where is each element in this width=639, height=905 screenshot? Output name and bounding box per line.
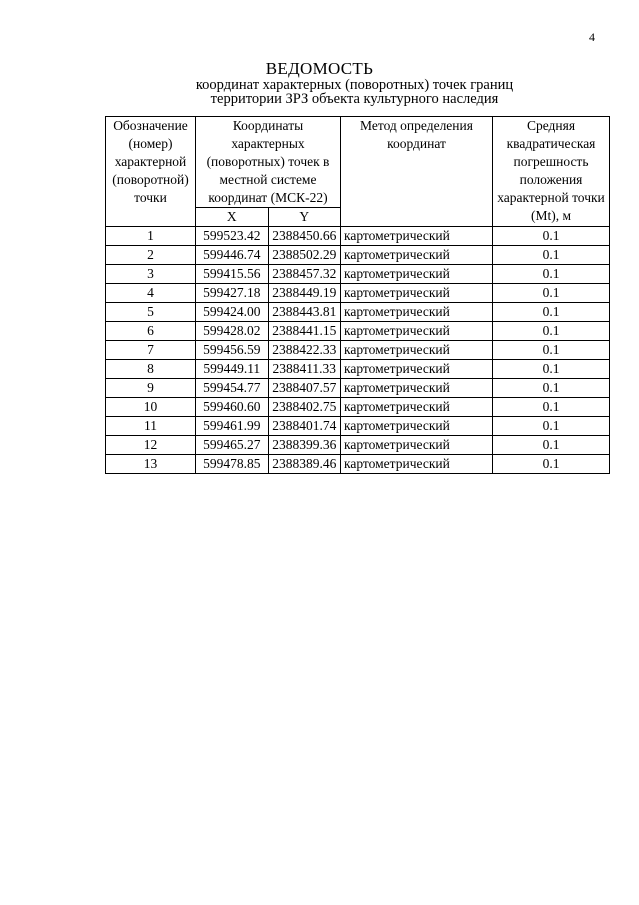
y-coordinate-cell: 2388411.33 — [268, 360, 341, 379]
header-error: Средняя квадратическая погрешность положения характерной точки (Mt), м — [493, 117, 610, 227]
table-row — [106, 417, 610, 436]
y-coordinate-cell: 2388457.32 — [268, 265, 341, 284]
error-cell: 0.1 — [493, 379, 610, 398]
header-point: Обозначение (номер) характерной (поворотной) точки — [106, 117, 196, 227]
y-coordinate-cell: 2388450.66 — [268, 227, 341, 246]
table-row — [106, 379, 610, 398]
point-number-cell: 4 — [106, 284, 196, 303]
header-coords: Координаты характерных (поворотных) точек в местной системе координат (МСК-22) — [196, 117, 341, 208]
point-number-cell: 10 — [106, 398, 196, 417]
method-cell: картометрический — [341, 379, 493, 398]
method-cell: картометрический — [341, 246, 493, 265]
header-x: X — [196, 208, 269, 227]
y-coordinate-cell: 2388402.75 — [268, 398, 341, 417]
method-cell: картометрический — [341, 398, 493, 417]
error-cell: 0.1 — [493, 322, 610, 341]
x-coordinate-cell: 599460.60 — [196, 398, 269, 417]
document-title — [0, 60, 639, 106]
y-coordinate-cell: 2388441.15 — [268, 322, 341, 341]
y-coordinate-cell: 2388443.81 — [268, 303, 341, 322]
point-number-cell: 7 — [106, 341, 196, 360]
table-row — [106, 455, 610, 474]
header-row — [106, 117, 610, 208]
table-row — [106, 360, 610, 379]
title-line-1: координат характерных (поворотных) точек границ — [195, 77, 514, 93]
point-number-cell: 12 — [106, 436, 196, 455]
error-cell: 0.1 — [493, 360, 610, 379]
x-coordinate-cell: 599415.56 — [196, 265, 269, 284]
method-cell: картометрический — [341, 227, 493, 246]
y-coordinate-cell: 2388389.46 — [268, 455, 341, 474]
title-main: ВЕДОМОСТЬ — [265, 59, 374, 78]
table-row — [106, 227, 610, 246]
method-cell: картометрический — [341, 322, 493, 341]
x-coordinate-cell: 599454.77 — [196, 379, 269, 398]
table-row — [106, 265, 610, 284]
error-cell: 0.1 — [493, 284, 610, 303]
y-coordinate-cell: 2388407.57 — [268, 379, 341, 398]
point-number-cell: 2 — [106, 246, 196, 265]
point-number-cell: 3 — [106, 265, 196, 284]
point-number-cell: 13 — [106, 455, 196, 474]
error-cell: 0.1 — [493, 417, 610, 436]
x-coordinate-cell: 599461.99 — [196, 417, 269, 436]
error-cell: 0.1 — [493, 436, 610, 455]
table-row — [106, 436, 610, 455]
point-number-cell: 11 — [106, 417, 196, 436]
point-number-cell: 8 — [106, 360, 196, 379]
x-coordinate-cell: 599478.85 — [196, 455, 269, 474]
method-cell: картометрический — [341, 303, 493, 322]
table-body — [106, 227, 610, 474]
y-coordinate-cell: 2388449.19 — [268, 284, 341, 303]
point-number-cell: 6 — [106, 322, 196, 341]
table-row — [106, 284, 610, 303]
error-cell: 0.1 — [493, 246, 610, 265]
table-row — [106, 398, 610, 417]
method-cell: картометрический — [341, 455, 493, 474]
table-row — [106, 246, 610, 265]
method-cell: картометрический — [341, 341, 493, 360]
x-coordinate-cell: 599427.18 — [196, 284, 269, 303]
method-cell: картометрический — [341, 265, 493, 284]
error-cell: 0.1 — [493, 265, 610, 284]
y-coordinate-cell: 2388422.33 — [268, 341, 341, 360]
method-cell: картометрический — [341, 284, 493, 303]
table-header — [106, 117, 610, 227]
method-cell: картометрический — [341, 417, 493, 436]
error-cell: 0.1 — [493, 341, 610, 360]
header-y: Y — [268, 208, 341, 227]
x-coordinate-cell: 599449.11 — [196, 360, 269, 379]
x-coordinate-cell: 599523.42 — [196, 227, 269, 246]
table-row — [106, 303, 610, 322]
x-coordinate-cell: 599465.27 — [196, 436, 269, 455]
y-coordinate-cell: 2388502.29 — [268, 246, 341, 265]
table-row — [106, 322, 610, 341]
method-cell: картометрический — [341, 360, 493, 379]
x-coordinate-cell: 599424.00 — [196, 303, 269, 322]
error-cell: 0.1 — [493, 455, 610, 474]
table-row — [106, 341, 610, 360]
error-cell: 0.1 — [493, 227, 610, 246]
y-coordinate-cell: 2388399.36 — [268, 436, 341, 455]
error-cell: 0.1 — [493, 398, 610, 417]
title-line-2: территории ЗРЗ объекта культурного наследия — [210, 91, 499, 107]
coordinates-table — [105, 116, 610, 474]
point-number-cell: 9 — [106, 379, 196, 398]
x-coordinate-cell: 599446.74 — [196, 246, 269, 265]
header-method: Метод определения координат — [341, 117, 493, 227]
point-number-cell: 1 — [106, 227, 196, 246]
method-cell: картометрический — [341, 436, 493, 455]
y-coordinate-cell: 2388401.74 — [268, 417, 341, 436]
x-coordinate-cell: 599456.59 — [196, 341, 269, 360]
error-cell: 0.1 — [493, 303, 610, 322]
page-number: 4 — [589, 30, 595, 44]
x-coordinate-cell: 599428.02 — [196, 322, 269, 341]
point-number-cell: 5 — [106, 303, 196, 322]
